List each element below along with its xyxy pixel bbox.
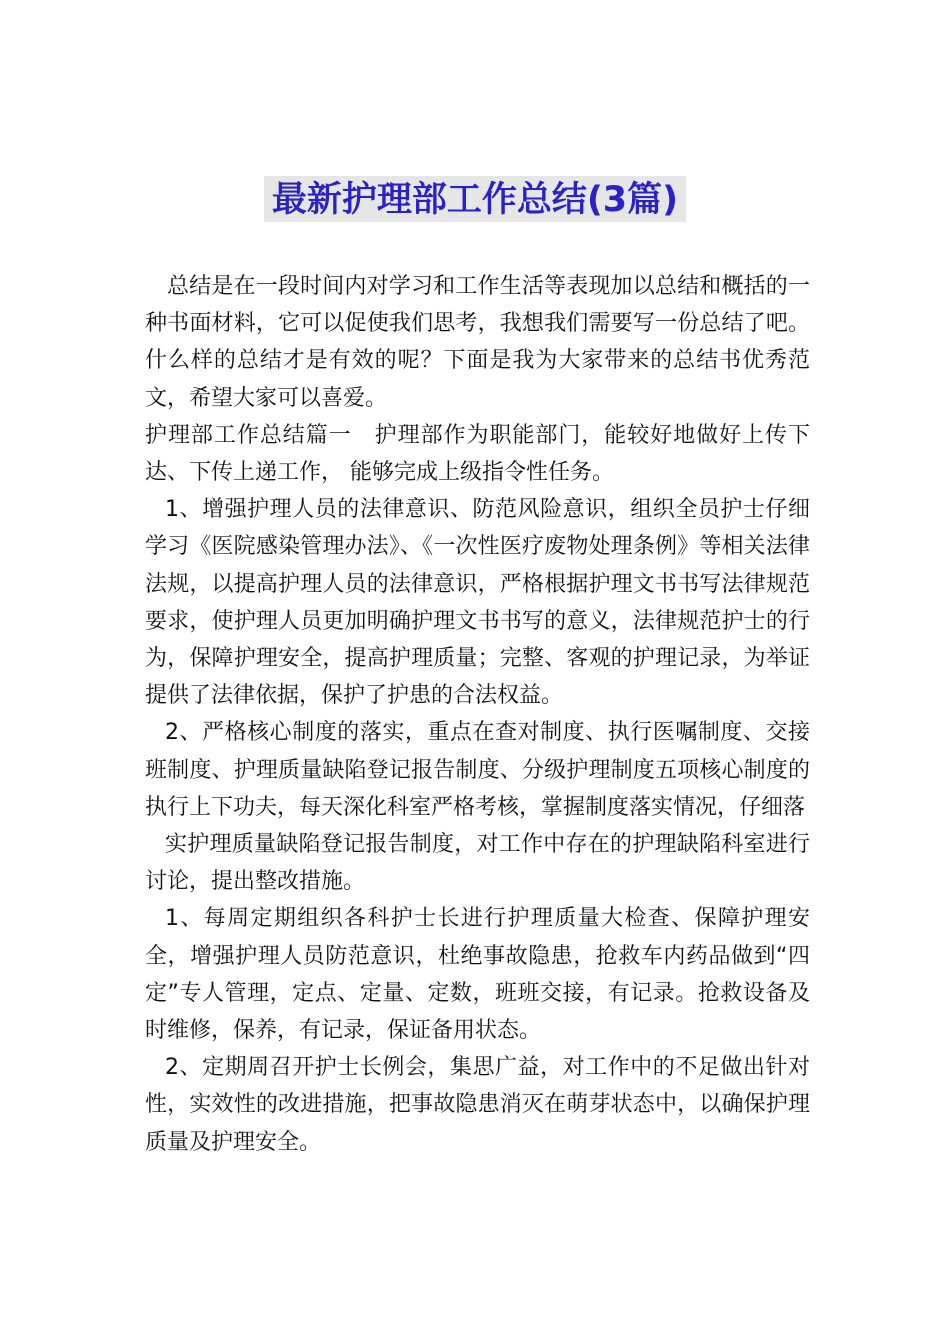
document-title: 最新护理部工作总结(3篇) [264, 176, 686, 222]
paragraph-section-one-heading: 护理部工作总结篇一 护理部作为职能部门，能较好地做好上传下达、下传上递工作， 能够完成上级指令性任务。 [145, 422, 810, 486]
paragraph-item-2: 2、严格核心制度的落实，重点在查对制度、执行医嘱制度、交接班制度、护理质量缺陷登记报告制度、分级护理制度五项核心制度的执行上下功夫，每天深化科室严格考核，掌握制度落实情况，仔细落 [145, 720, 810, 820]
paragraph-intro: 总结是在一段时间内对学习和工作生活等表现加以总结和概括的一种书面材料，它可以促使我们思考，我想我们需要写一份总结了吧。什么样的总结才是有效的呢？下面是我为大家带来的总结书优秀范文，希望大家可以喜爱。 [145, 274, 810, 411]
paragraph-item-1b: 1、每周定期组织各科护士长进行护理质量大检查、保障护理安全，增强护理人员防范意识，杜绝事故隐患，抢救车内药品做到“四定”专人管理，定点、定量、定数，班班交接，有记录。抢救设备及时维修，保养，有记录，保证备用状态。 [145, 906, 810, 1044]
title-wrap [0, 176, 950, 222]
paragraph-continuation: 实护理质量缺陷登记报告制度，对工作中存在的护理缺陷科室进行讨论，提出整改措施。 [145, 832, 810, 895]
document-body [145, 268, 810, 1161]
paragraph-item-1: 1、增强护理人员的法律意识、防范风险意识，组织全员护士仔细学习《医院感染管理办法》、《一次性医疗废物处理条例》等相关法律法规，以提高护理人员的法律意识，严格根据护理文书书写法律规范要求，使护理人员更加明确护理文书书写的意义，法律规范护士的行为，保障护理安全，提高护理质量；完整、客观的护理记录，为举证提供了法律依据，保护了护患的合法权益。 [145, 497, 810, 709]
paragraph-item-2b: 2、定期周召开护士长例会，集思广益，对工作中的不足做出针对性，实效性的改进措施，把事故隐患消灭在萌芽状态中，以确保护理质量及护理安全。 [145, 1055, 810, 1155]
